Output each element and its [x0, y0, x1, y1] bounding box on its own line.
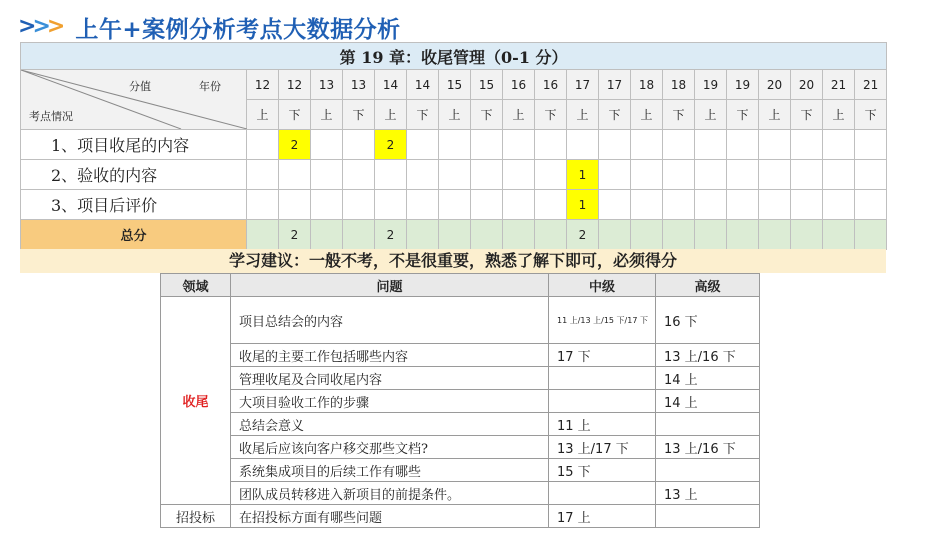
half-cell: 下 — [535, 100, 567, 130]
question-table-header — [161, 274, 760, 297]
mid-level-years — [549, 482, 656, 505]
topic-name: 3、项目后评价 — [21, 190, 247, 220]
half-cell: 上 — [567, 100, 599, 130]
half-cell: 下 — [791, 100, 823, 130]
mid-level-years — [549, 390, 656, 413]
half-cell: 下 — [855, 100, 887, 130]
domain-bidding: 招投标 — [161, 505, 231, 528]
year-row — [21, 70, 887, 100]
page-title: 上午+案例分析考点大数据分析 — [75, 16, 401, 43]
score-cell — [631, 160, 663, 190]
topic-row — [21, 190, 887, 220]
sum-cell — [599, 220, 631, 250]
score-cell: 1 — [567, 190, 599, 220]
half-cell: 上 — [311, 100, 343, 130]
score-cell — [311, 130, 343, 160]
mid-level-years: 17 上 — [549, 505, 656, 528]
score-cell — [791, 190, 823, 220]
score-cell — [311, 190, 343, 220]
sum-cell — [727, 220, 759, 250]
score-cell — [247, 130, 279, 160]
question-text: 大项目验收工作的步骤 — [231, 390, 549, 413]
score-cell — [471, 160, 503, 190]
sum-cell — [343, 220, 375, 250]
score-cell — [759, 190, 791, 220]
mid-level-years — [549, 367, 656, 390]
score-cell — [343, 190, 375, 220]
topic-row — [21, 160, 887, 190]
study-advice: 学习建议：一般不考，不是很重要，熟悉了解下即可，必须得分 — [20, 249, 886, 273]
year-cell: 16 — [535, 70, 567, 100]
year-cell: 16 — [503, 70, 535, 100]
score-cell — [407, 160, 439, 190]
score-cell — [567, 130, 599, 160]
page-header — [18, 10, 401, 44]
sum-cell: 2 — [567, 220, 599, 250]
high-level-years: 14 上 — [656, 390, 760, 413]
score-cell — [823, 190, 855, 220]
score-cell — [503, 130, 535, 160]
sum-cell — [535, 220, 567, 250]
year-label: 年份 — [199, 80, 221, 93]
domain-closeout: 收尾 — [161, 297, 231, 505]
score-cell — [695, 160, 727, 190]
score-cell — [599, 190, 631, 220]
sum-cell — [631, 220, 663, 250]
sum-cell — [695, 220, 727, 250]
score-cell — [407, 130, 439, 160]
question-text: 项目总结会的内容 — [231, 297, 549, 344]
question-row — [161, 459, 760, 482]
score-cell — [471, 130, 503, 160]
score-cell — [631, 190, 663, 220]
score-cell — [343, 160, 375, 190]
half-cell: 上 — [375, 100, 407, 130]
high-level-years: 14 上 — [656, 367, 760, 390]
mid-level-years: 11 上 — [549, 413, 656, 436]
question-text: 收尾后应该向客户移交那些文档? — [231, 436, 549, 459]
question-text: 管理收尾及合同收尾内容 — [231, 367, 549, 390]
score-cell — [375, 190, 407, 220]
mid-level-header: 中级 — [549, 274, 656, 297]
score-cell — [439, 160, 471, 190]
half-cell: 上 — [823, 100, 855, 130]
sum-cell: 2 — [279, 220, 311, 250]
half-cell: 上 — [247, 100, 279, 130]
half-cell: 下 — [279, 100, 311, 130]
score-cell — [823, 160, 855, 190]
question-row — [161, 297, 760, 344]
score-cell — [791, 160, 823, 190]
score-cell — [855, 190, 887, 220]
year-cell: 21 — [855, 70, 887, 100]
question-text: 总结会意义 — [231, 413, 549, 436]
sum-cell — [759, 220, 791, 250]
score-cell — [503, 160, 535, 190]
score-cell: 2 — [375, 130, 407, 160]
year-cell: 14 — [375, 70, 407, 100]
high-level-years: 16 下 — [656, 297, 760, 344]
score-cell — [695, 190, 727, 220]
high-level-years: 13 上 — [656, 482, 760, 505]
year-cell: 19 — [727, 70, 759, 100]
score-cell — [247, 190, 279, 220]
score-cell — [375, 160, 407, 190]
chevron-arrows-icon: > > > — [18, 14, 66, 39]
half-cell: 下 — [727, 100, 759, 130]
topic-label: 考点情况 — [29, 110, 73, 123]
half-cell: 下 — [663, 100, 695, 130]
high-level-years: 13 上/16 下 — [656, 344, 760, 367]
question-text: 团队成员转移进入新项目的前提条件。 — [231, 482, 549, 505]
topic-row — [21, 130, 887, 160]
score-cell: 1 — [567, 160, 599, 190]
year-cell: 12 — [279, 70, 311, 100]
half-cell: 下 — [407, 100, 439, 130]
year-cell: 20 — [791, 70, 823, 100]
half-cell: 下 — [599, 100, 631, 130]
score-cell — [279, 160, 311, 190]
year-cell: 13 — [343, 70, 375, 100]
year-cell: 18 — [631, 70, 663, 100]
score-cell — [311, 160, 343, 190]
score-cell — [279, 190, 311, 220]
sum-cell — [439, 220, 471, 250]
score-cell — [695, 130, 727, 160]
year-cell: 15 — [439, 70, 471, 100]
score-cell — [439, 130, 471, 160]
year-cell: 15 — [471, 70, 503, 100]
question-row — [161, 436, 760, 459]
half-cell: 上 — [759, 100, 791, 130]
question-header: 问题 — [231, 274, 549, 297]
score-cell — [471, 190, 503, 220]
score-cell — [247, 160, 279, 190]
sum-label: 总分 — [21, 220, 247, 250]
mid-level-years: 17 下 — [549, 344, 656, 367]
score-cell — [535, 190, 567, 220]
score-cell — [855, 130, 887, 160]
half-cell: 上 — [439, 100, 471, 130]
score-cell — [759, 160, 791, 190]
score-cell — [535, 130, 567, 160]
question-table — [160, 273, 760, 528]
year-cell: 12 — [247, 70, 279, 100]
question-text: 系统集成项目的后续工作有哪些 — [231, 459, 549, 482]
score-cell — [599, 130, 631, 160]
mid-level-years: 15 下 — [549, 459, 656, 482]
topic-name: 1、项目收尾的内容 — [21, 130, 247, 160]
half-cell: 上 — [695, 100, 727, 130]
topic-name: 2、验收的内容 — [21, 160, 247, 190]
half-cell: 上 — [503, 100, 535, 130]
score-cell — [599, 160, 631, 190]
score-cell — [727, 130, 759, 160]
year-cell: 17 — [599, 70, 631, 100]
half-cell: 下 — [471, 100, 503, 130]
score-cell — [823, 130, 855, 160]
sum-cell — [247, 220, 279, 250]
year-cell: 21 — [823, 70, 855, 100]
score-cell — [663, 160, 695, 190]
year-cell: 14 — [407, 70, 439, 100]
mid-level-years: 11 上/13 上/15 下/17 下 — [549, 297, 656, 344]
sum-cell — [791, 220, 823, 250]
sum-cell — [503, 220, 535, 250]
score-cell: 2 — [279, 130, 311, 160]
sum-cell — [471, 220, 503, 250]
half-cell: 下 — [343, 100, 375, 130]
sum-cell — [311, 220, 343, 250]
question-row — [161, 482, 760, 505]
sum-cell — [663, 220, 695, 250]
question-text: 收尾的主要工作包括哪些内容 — [231, 344, 549, 367]
score-cell — [439, 190, 471, 220]
high-level-years — [656, 459, 760, 482]
question-row — [161, 367, 760, 390]
score-cell — [535, 160, 567, 190]
half-cell: 上 — [631, 100, 663, 130]
question-row — [161, 344, 760, 367]
question-row — [161, 390, 760, 413]
question-row — [161, 413, 760, 436]
year-cell: 19 — [695, 70, 727, 100]
score-label: 分值 — [129, 80, 151, 93]
score-cell — [791, 130, 823, 160]
question-row — [161, 505, 760, 528]
score-cell — [343, 130, 375, 160]
sum-cell — [823, 220, 855, 250]
year-cell: 20 — [759, 70, 791, 100]
score-cell — [855, 160, 887, 190]
exam-stats-table — [20, 42, 887, 250]
score-cell — [727, 160, 759, 190]
diagonal-header-cell — [21, 70, 247, 130]
sum-cell — [855, 220, 887, 250]
mid-level-years: 13 上/17 下 — [549, 436, 656, 459]
score-cell — [759, 130, 791, 160]
score-cell — [663, 190, 695, 220]
sum-row — [21, 220, 887, 250]
score-cell — [727, 190, 759, 220]
question-text: 在招投标方面有哪些问题 — [231, 505, 549, 528]
table-caption-row — [21, 43, 887, 70]
domain-header: 领域 — [161, 274, 231, 297]
high-level-header: 高级 — [656, 274, 760, 297]
chapter-caption: 第 19 章：收尾管理（0-1 分） — [21, 43, 887, 70]
year-cell: 17 — [567, 70, 599, 100]
sum-cell — [407, 220, 439, 250]
score-cell — [631, 130, 663, 160]
score-cell — [663, 130, 695, 160]
score-cell — [407, 190, 439, 220]
high-level-years — [656, 505, 760, 528]
score-cell — [503, 190, 535, 220]
high-level-years — [656, 413, 760, 436]
sum-cell: 2 — [375, 220, 407, 250]
year-cell: 18 — [663, 70, 695, 100]
year-cell: 13 — [311, 70, 343, 100]
high-level-years: 13 上/16 下 — [656, 436, 760, 459]
